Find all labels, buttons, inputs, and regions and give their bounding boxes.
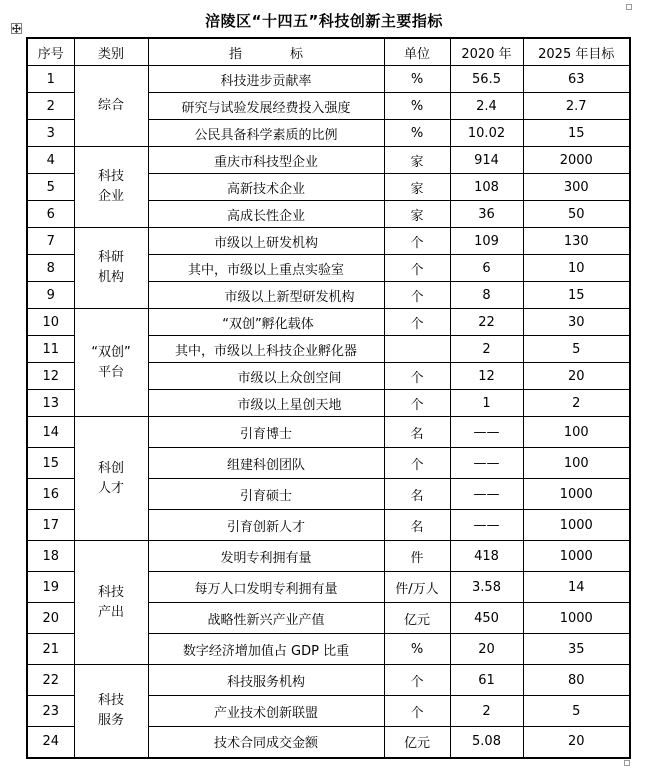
row-no: 6 <box>27 201 74 228</box>
category-cell <box>74 417 148 541</box>
value-2020-cell: 20 <box>450 634 523 665</box>
value-2025-cell: 130 <box>523 228 630 255</box>
value-2020-cell: 418 <box>450 541 523 572</box>
category-label: 平台 <box>97 364 124 380</box>
unit-cell: 亿元 <box>384 603 450 634</box>
unit-cell: 个 <box>384 390 450 417</box>
indicator-cell: 公民具备科学素质的比例 <box>148 120 384 147</box>
value-2020-cell: 914 <box>450 147 523 174</box>
indicator-cell: 市级以上新型研发机构 <box>148 282 384 309</box>
value-2020-cell: —— <box>450 479 523 510</box>
table-row <box>27 541 630 572</box>
unit-cell: 个 <box>384 309 450 336</box>
value-2025-cell: 5 <box>523 696 630 727</box>
indicator-cell: 重庆市科技型企业 <box>148 147 384 174</box>
value-2025-cell: 300 <box>523 174 630 201</box>
header-unit: 单位 <box>384 38 450 66</box>
indicator-cell: 市级以上众创空间 <box>148 363 384 390</box>
category-label: 企业 <box>97 189 124 204</box>
unit-cell: % <box>384 634 450 665</box>
table-row <box>27 228 630 255</box>
table-row <box>27 66 630 93</box>
indicator-cell: 产业技术创新联盟 <box>148 696 384 727</box>
value-2020-cell: 10.02 <box>450 120 523 147</box>
value-2020-cell: 2 <box>450 336 523 363</box>
value-2020-cell: 450 <box>450 603 523 634</box>
row-no: 18 <box>27 541 74 572</box>
value-2020-cell: —— <box>450 417 523 448</box>
indicator-cell: 科技进步贡献率 <box>148 66 384 93</box>
category-cell <box>74 66 148 147</box>
value-2025-cell: 14 <box>523 572 630 603</box>
row-no: 19 <box>27 572 74 603</box>
value-2025-cell: 50 <box>523 201 630 228</box>
category-label: 人才 <box>97 480 124 496</box>
value-2020-cell: 56.5 <box>450 66 523 93</box>
indicator-cell: 发明专利拥有量 <box>148 541 384 572</box>
category-label: 科研 <box>97 250 124 265</box>
category-label: “双创” <box>91 344 131 360</box>
row-no: 13 <box>27 390 74 417</box>
indicator-cell: “双创”孵化载体 <box>148 309 384 336</box>
category-label: 机构 <box>97 270 124 285</box>
category-label: 综合 <box>97 98 124 113</box>
indicator-cell: 高新技术企业 <box>148 174 384 201</box>
value-2020-cell: —— <box>450 448 523 479</box>
header-2020: 2020 年 <box>450 38 523 66</box>
category-cell <box>74 541 148 665</box>
value-2025-cell: 2 <box>523 390 630 417</box>
row-no: 10 <box>27 309 74 336</box>
value-2025-cell: 2.7 <box>523 93 630 120</box>
unit-cell: 家 <box>384 174 450 201</box>
indicator-cell: 组建科创团队 <box>148 448 384 479</box>
unit-cell: 件 <box>384 541 450 572</box>
header-category: 类别 <box>74 38 148 66</box>
document-title: 涪陵区“十四五”科技创新主要指标 <box>205 12 443 30</box>
unit-cell: 个 <box>384 448 450 479</box>
indicators-table <box>26 37 631 759</box>
row-no: 4 <box>27 147 74 174</box>
indicator-cell: 市级以上研发机构 <box>148 228 384 255</box>
category-label: 科创 <box>97 460 124 476</box>
row-no: 15 <box>27 448 74 479</box>
indicator-cell: 引育硕士 <box>148 479 384 510</box>
header-indicator-char-b: 标 <box>290 46 304 62</box>
value-2025-cell: 1000 <box>523 510 630 541</box>
row-no: 17 <box>27 510 74 541</box>
value-2025-cell: 2000 <box>523 147 630 174</box>
indicator-cell: 战略性新兴产业产值 <box>148 603 384 634</box>
value-2020-cell: 109 <box>450 228 523 255</box>
row-no: 8 <box>27 255 74 282</box>
indicator-cell: 技术合同成交金额 <box>148 727 384 758</box>
indicator-cell: 数字经济增加值占 GDP 比重 <box>148 634 384 665</box>
value-2020-cell: 8 <box>450 282 523 309</box>
value-2020-cell: 2 <box>450 696 523 727</box>
unit-cell: 个 <box>384 282 450 309</box>
category-cell <box>74 309 148 417</box>
row-no: 7 <box>27 228 74 255</box>
row-no: 2 <box>27 93 74 120</box>
value-2020-cell: 108 <box>450 174 523 201</box>
row-no: 24 <box>27 727 74 758</box>
row-no: 11 <box>27 336 74 363</box>
category-label: 服务 <box>97 712 124 728</box>
value-2025-cell: 20 <box>523 363 630 390</box>
unit-cell: % <box>384 120 450 147</box>
row-no: 20 <box>27 603 74 634</box>
category-label: 产出 <box>97 604 124 620</box>
row-no: 12 <box>27 363 74 390</box>
category-cell <box>74 665 148 758</box>
category-label: 科技 <box>97 692 124 708</box>
category-cell <box>74 228 148 309</box>
value-2020-cell: 5.08 <box>450 727 523 758</box>
table-row <box>27 309 630 336</box>
value-2025-cell: 10 <box>523 255 630 282</box>
indicator-cell: 科技服务机构 <box>148 665 384 696</box>
row-no: 22 <box>27 665 74 696</box>
value-2020-cell: 6 <box>450 255 523 282</box>
value-2025-cell: 100 <box>523 417 630 448</box>
row-no: 1 <box>27 66 74 93</box>
unit-cell: 个 <box>384 255 450 282</box>
unit-cell: 名 <box>384 417 450 448</box>
value-2020-cell: —— <box>450 510 523 541</box>
category-label: 科技 <box>97 584 124 600</box>
row-no: 3 <box>27 120 74 147</box>
indicator-cell: 其中，市级以上科技企业孵化器 <box>148 336 384 363</box>
category-cell <box>74 147 148 228</box>
row-no: 23 <box>27 696 74 727</box>
indicator-cell: 其中，市级以上重点实验室 <box>148 255 384 282</box>
value-2025-cell: 15 <box>523 282 630 309</box>
row-no: 5 <box>27 174 74 201</box>
indicator-cell: 高成长性企业 <box>148 201 384 228</box>
indicator-cell: 引育博士 <box>148 417 384 448</box>
header-indicator <box>148 38 384 66</box>
value-2025-cell: 20 <box>523 727 630 758</box>
unit-cell: % <box>384 93 450 120</box>
category-label: 科技 <box>97 169 124 184</box>
value-2020-cell: 22 <box>450 309 523 336</box>
value-2025-cell: 63 <box>523 66 630 93</box>
header-no: 序号 <box>27 38 74 66</box>
table-resize-handle[interactable] <box>624 760 630 766</box>
value-2025-cell: 1000 <box>523 603 630 634</box>
unit-cell: 个 <box>384 228 450 255</box>
value-2025-cell: 100 <box>523 448 630 479</box>
unit-cell: 个 <box>384 696 450 727</box>
table-row <box>27 417 630 448</box>
unit-cell <box>384 336 450 363</box>
table-row <box>27 147 630 174</box>
value-2020-cell: 2.4 <box>450 93 523 120</box>
unit-cell: 亿元 <box>384 727 450 758</box>
value-2025-cell: 5 <box>523 336 630 363</box>
value-2025-cell: 35 <box>523 634 630 665</box>
value-2020-cell: 3.58 <box>450 572 523 603</box>
value-2020-cell: 61 <box>450 665 523 696</box>
value-2025-cell: 1000 <box>523 541 630 572</box>
value-2020-cell: 1 <box>450 390 523 417</box>
row-no: 21 <box>27 634 74 665</box>
value-2025-cell: 80 <box>523 665 630 696</box>
unit-cell: % <box>384 66 450 93</box>
row-no: 16 <box>27 479 74 510</box>
header-2025-target: 2025 年目标 <box>523 38 630 66</box>
indicator-cell: 每万人口发明专利拥有量 <box>148 572 384 603</box>
indicator-cell: 研究与试验发展经费投入强度 <box>148 93 384 120</box>
indicator-cell: 市级以上星创天地 <box>148 390 384 417</box>
value-2025-cell: 30 <box>523 309 630 336</box>
table-header-row <box>27 38 630 66</box>
value-2025-cell: 15 <box>523 120 630 147</box>
row-no: 14 <box>27 417 74 448</box>
unit-cell: 个 <box>384 363 450 390</box>
unit-cell: 件/万人 <box>384 572 450 603</box>
value-2020-cell: 36 <box>450 201 523 228</box>
table-row <box>27 665 630 696</box>
indicator-cell: 引育创新人才 <box>148 510 384 541</box>
value-2020-cell: 12 <box>450 363 523 390</box>
header-indicator-char-a: 指 <box>228 46 242 62</box>
value-2025-cell: 1000 <box>523 479 630 510</box>
unit-cell: 名 <box>384 510 450 541</box>
unit-cell: 家 <box>384 147 450 174</box>
row-no: 9 <box>27 282 74 309</box>
unit-cell: 名 <box>384 479 450 510</box>
unit-cell: 个 <box>384 665 450 696</box>
unit-cell: 家 <box>384 201 450 228</box>
